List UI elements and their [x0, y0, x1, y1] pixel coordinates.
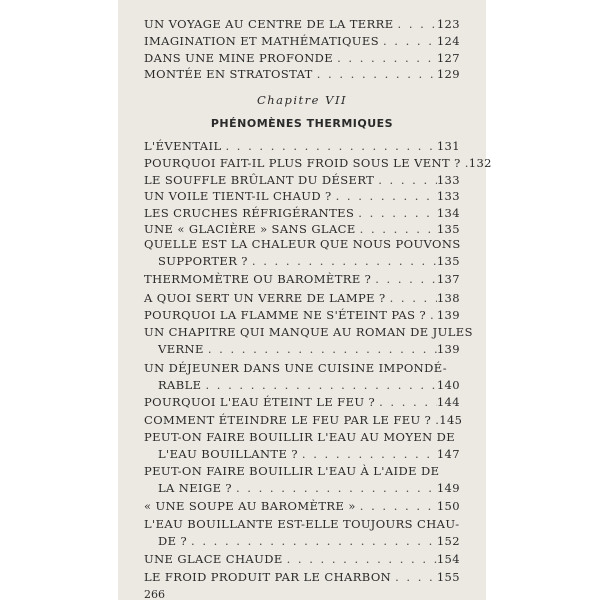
toc-title: DE ?	[158, 534, 188, 548]
toc-title: UN VOYAGE AU CENTRE DE LA TERRE	[144, 17, 394, 31]
toc-title: L'EAU BOUILLANTE ?	[158, 447, 298, 461]
toc-title: POURQUOI FAIT-IL PLUS FROID SOUS LE VENT ?	[144, 156, 461, 170]
toc-entry	[144, 189, 460, 203]
toc-page: 131	[436, 139, 460, 153]
toc-title: POURQUOI L'EAU ÉTEINT LE FEU ?	[144, 395, 376, 409]
toc-entry	[144, 552, 460, 566]
toc-entry	[144, 17, 460, 31]
toc-entry	[144, 206, 460, 220]
toc-page: 123	[436, 17, 460, 31]
toc-page: 155	[436, 570, 460, 584]
toc-entry	[144, 361, 460, 392]
toc-entry	[144, 237, 460, 268]
toc-page: 134	[436, 206, 460, 220]
toc-title: UN VOILE TIENT-IL CHAUD ?	[144, 189, 332, 203]
toc-entry	[144, 308, 460, 322]
toc-page: 152	[436, 534, 460, 548]
chapter-title: PHÉNOMÈNES THERMIQUES	[210, 117, 394, 130]
toc-page: 137	[436, 272, 460, 286]
toc-entry	[144, 517, 460, 548]
toc-title-line1: QUELLE EST LA CHALEUR QUE NOUS POUVONS	[144, 237, 461, 251]
toc-title: UNE « GLACIÈRE » SANS GLACE	[144, 222, 356, 236]
toc-title-line1: PEUT-ON FAIRE BOUILLIR L'EAU À L'AIDE DE	[144, 464, 440, 478]
toc-title: POURQUOI LA FLAMME NE S'ÉTEINT PAS ?	[144, 308, 427, 322]
toc-page: 135	[436, 222, 460, 236]
toc-title: RABLE	[158, 378, 202, 392]
toc-title-line1: L'EAU BOUILLANTE EST-ELLE TOUJOURS CHAU-	[144, 517, 460, 531]
toc-title: « UNE SOUPE AU BAROMÈTRE »	[144, 499, 356, 513]
toc-entry	[144, 139, 460, 153]
toc-entry	[144, 291, 460, 305]
toc-page: 144	[436, 395, 460, 409]
toc-title: THERMOMÈTRE OU BAROMÈTRE ?	[144, 272, 372, 286]
toc-entry	[144, 570, 460, 584]
page-number: 266	[144, 588, 165, 601]
toc-entry	[144, 430, 460, 461]
toc-title: MONTÉE EN STRATOSTAT	[144, 67, 313, 81]
toc-page: 133	[436, 189, 460, 203]
toc-title: LES CRUCHES RÉFRIGÉRANTES	[144, 206, 355, 220]
toc-page: 138	[436, 291, 460, 305]
toc-page: 139	[436, 308, 460, 322]
toc-entry	[144, 156, 492, 170]
toc-title: SUPPORTER ?	[158, 254, 248, 268]
toc-title: LE SOUFFLE BRÛLANT DU DÉSERT	[144, 173, 375, 187]
toc-title-line1: PEUT-ON FAIRE BOUILLIR L'EAU AU MOYEN DE	[144, 430, 456, 444]
toc-entry	[144, 499, 460, 513]
toc-title-line1: UN CHAPITRE QUI MANQUE AU ROMAN DE JULES	[144, 325, 473, 339]
toc-title: UNE GLACE CHAUDE	[144, 552, 283, 566]
toc-entry	[144, 173, 460, 187]
toc-page: 140	[436, 378, 460, 392]
toc-title: DANS UNE MINE PROFONDE	[144, 51, 334, 65]
toc-page: 150	[436, 499, 460, 513]
toc-title: L'ÉVENTAIL	[144, 139, 222, 153]
toc-title: A QUOI SERT UN VERRE DE LAMPE ?	[144, 291, 386, 305]
toc-title: VERNE	[158, 342, 204, 356]
toc-entry	[144, 413, 463, 427]
toc-entry	[144, 34, 460, 48]
toc-page: 135	[436, 254, 460, 268]
toc-page: 132	[468, 156, 492, 170]
chapter-label: Chapitre VII	[256, 93, 348, 107]
toc-title-line1: UN DÉJEUNER DANS UNE CUISINE IMPONDÉ-	[144, 361, 448, 375]
toc-title: LE FROID PRODUIT PAR LE CHARBON	[144, 570, 392, 584]
toc-page: 145	[439, 413, 463, 427]
toc-title: COMMENT ÉTEINDRE LE FEU PAR LE FEU ?	[144, 413, 432, 427]
toc-entry	[144, 67, 460, 81]
toc-page: 124	[436, 34, 460, 48]
toc-entry	[144, 325, 473, 356]
toc-entry	[144, 464, 460, 495]
toc-entry	[144, 395, 460, 409]
toc-page: 154	[436, 552, 460, 566]
toc-page: 147	[436, 447, 460, 461]
toc-page: 127	[436, 51, 460, 65]
toc-page: 149	[436, 481, 460, 495]
toc-page: 139	[436, 342, 460, 356]
toc-title: LA NEIGE ?	[158, 481, 232, 495]
toc-entry	[144, 272, 460, 286]
book-page	[118, 0, 492, 601]
toc-page: 129	[436, 67, 460, 81]
toc-title: IMAGINATION ET MATHÉMATIQUES	[144, 34, 379, 48]
toc-entry	[144, 222, 460, 236]
toc-page: 133	[436, 173, 460, 187]
toc-entry	[144, 51, 460, 65]
